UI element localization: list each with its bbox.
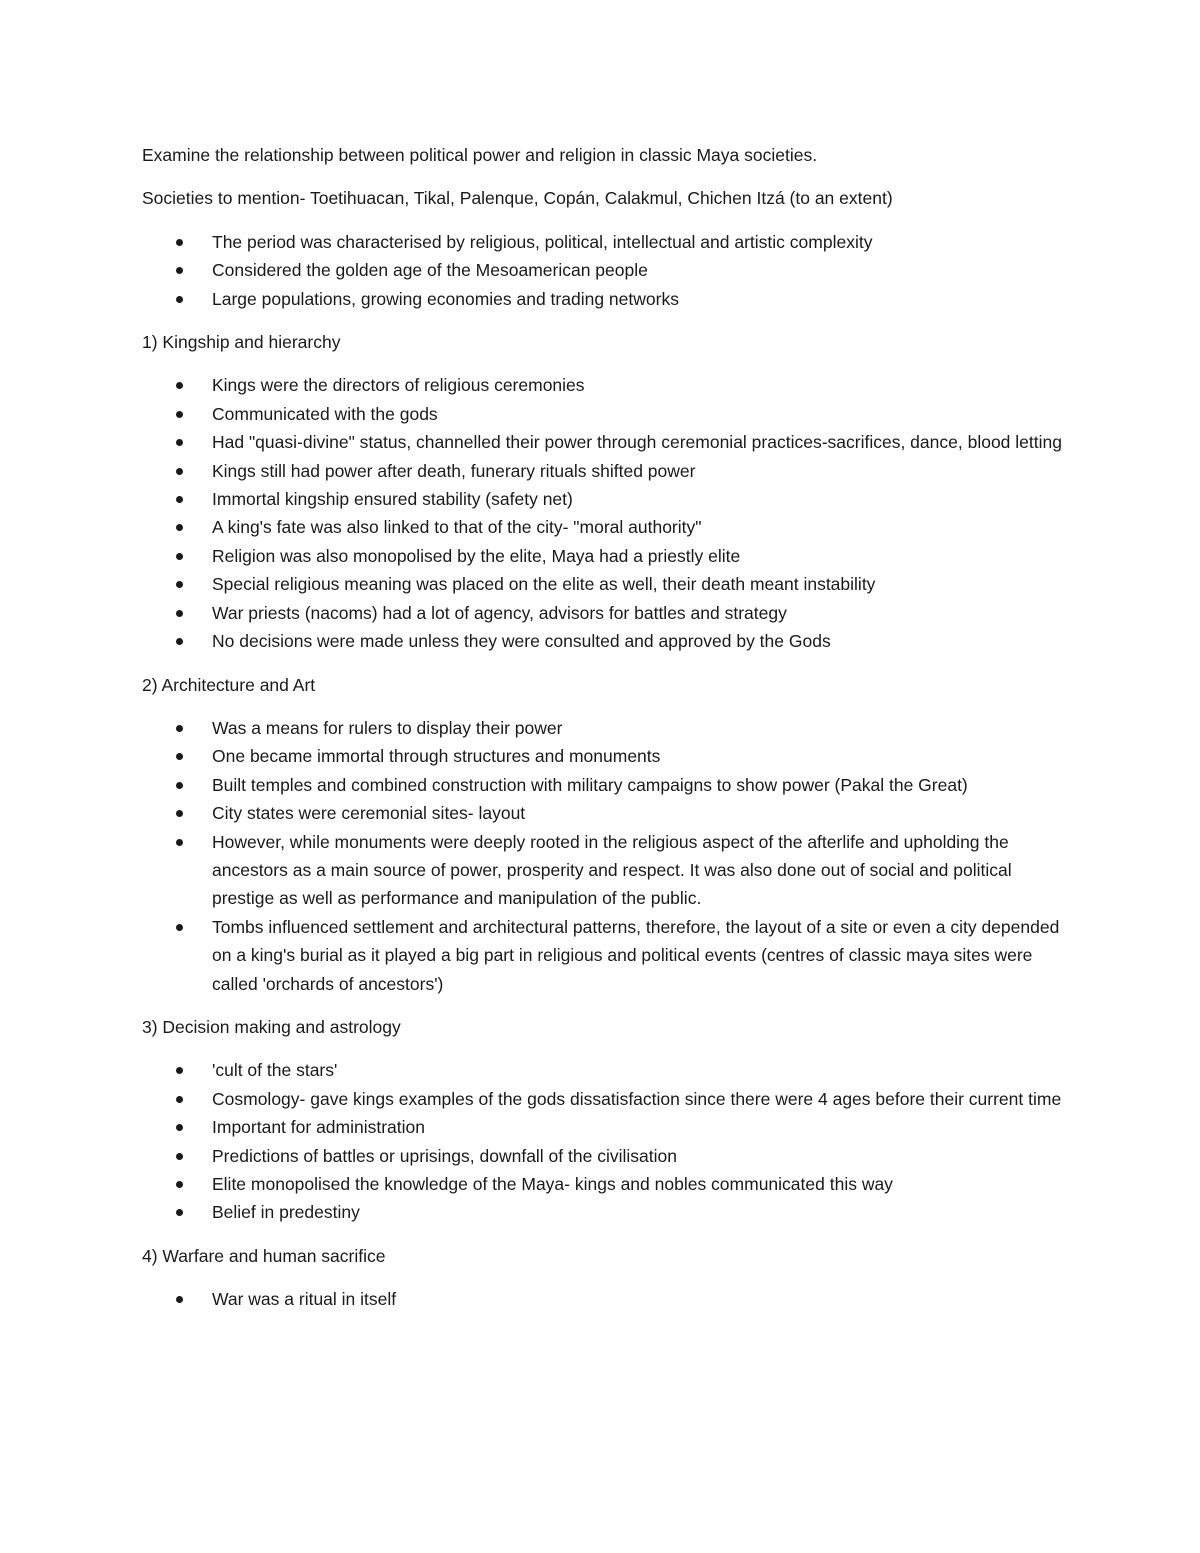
bullet-icon	[176, 296, 183, 303]
kingship-bullet-list	[142, 371, 1062, 655]
list-item: Cosmology- gave kings examples of the gods dissatisfaction since there were 4 ages before their current time	[142, 1085, 1062, 1113]
societies-line: Societies to mention- Toetihuacan, Tikal, Palenque, Copán, Calakmul, Chichen Itzá (to an extent)	[142, 188, 893, 209]
bullet-icon	[176, 638, 183, 645]
bullet-icon	[176, 1096, 183, 1103]
architecture-bullet-list	[142, 714, 1062, 998]
section-heading-kingship: 1) Kingship and hierarchy	[142, 332, 341, 353]
bullet-icon	[176, 924, 183, 931]
bullet-icon	[176, 239, 183, 246]
bullet-icon	[176, 267, 183, 274]
bullet-icon	[176, 839, 183, 846]
list-item: Communicated with the gods	[142, 400, 1062, 428]
bullet-icon	[176, 581, 183, 588]
bullet-icon	[176, 1209, 183, 1216]
bullet-icon	[176, 524, 183, 531]
list-item: Immortal kingship ensured stability (safety net)	[142, 485, 1062, 513]
section-heading-architecture: 2) Architecture and Art	[142, 674, 316, 695]
bullet-icon	[176, 1067, 183, 1074]
list-item: Important for administration	[142, 1113, 1062, 1141]
list-item: Religion was also monopolised by the elite, Maya had a priestly elite	[142, 542, 1062, 570]
list-item: One became immortal through structures and monuments	[142, 742, 1062, 770]
bullet-icon	[176, 782, 183, 789]
section-heading-warfare: 4) Warfare and human sacrifice	[142, 1245, 386, 1266]
list-item: Predictions of battles or uprisings, downfall of the civilisation	[142, 1142, 1062, 1170]
list-item: Built temples and combined construction with military campaigns to show power (Pakal the Great)	[142, 771, 1062, 799]
list-item: Belief in predestiny	[142, 1198, 1062, 1226]
list-item: However, while monuments were deeply rooted in the religious aspect of the afterlife and upholding the ancestors as a main source of power, prosperity and respect. It was also done out of social and political prestige as well as performance and manipulation of the public.	[142, 828, 1062, 913]
bullet-icon	[176, 810, 183, 817]
list-item: Elite monopolised the knowledge of the Maya- kings and nobles communicated this way	[142, 1170, 1062, 1198]
document-title: Examine the relationship between political power and religion in classic Maya societies.	[142, 145, 818, 165]
document-page	[142, 141, 1062, 1329]
list-item: City states were ceremonial sites- layout	[142, 799, 1062, 827]
list-item: Kings still had power after death, funerary rituals shifted power	[142, 457, 1062, 485]
list-item: Large populations, growing economies and trading networks	[142, 285, 1062, 313]
list-item: War was a ritual in itself	[142, 1285, 1062, 1313]
bullet-icon	[176, 1124, 183, 1131]
list-item: Tombs influenced settlement and architectural patterns, therefore, the layout of a site or even a city depended on a king's burial as it played a big part in religious and political events (centres of classic maya sites were called 'orchards of ancestors')	[142, 913, 1062, 998]
bullet-icon	[176, 411, 183, 418]
bullet-icon	[176, 1296, 183, 1303]
section-heading-decision-making: 3) Decision making and astrology	[142, 1016, 401, 1037]
decision-bullet-list	[142, 1056, 1062, 1226]
bullet-icon	[176, 553, 183, 560]
bullet-icon	[176, 496, 183, 503]
warfare-bullet-list	[142, 1285, 1062, 1313]
list-item: Was a means for rulers to display their power	[142, 714, 1062, 742]
bullet-icon	[176, 468, 183, 475]
list-item: Had "quasi-divine" status, channelled their power through ceremonial practices-sacrifices, dance, blood letting	[142, 428, 1062, 456]
list-item: The period was characterised by religious, political, intellectual and artistic complexity	[142, 228, 1062, 256]
list-item: 'cult of the stars'	[142, 1056, 1062, 1084]
bullet-icon	[176, 439, 183, 446]
intro-bullet-list	[142, 228, 1062, 313]
bullet-icon	[176, 1153, 183, 1160]
list-item: War priests (nacoms) had a lot of agency, advisors for battles and strategy	[142, 599, 1062, 627]
list-item: No decisions were made unless they were consulted and approved by the Gods	[142, 627, 1062, 655]
list-item: Considered the golden age of the Mesoamerican people	[142, 256, 1062, 284]
bullet-icon	[176, 382, 183, 389]
bullet-icon	[176, 725, 183, 732]
bullet-icon	[176, 1181, 183, 1188]
list-item: Special religious meaning was placed on the elite as well, their death meant instability	[142, 570, 1062, 598]
bullet-icon	[176, 753, 183, 760]
bullet-icon	[176, 610, 183, 617]
list-item: Kings were the directors of religious ceremonies	[142, 371, 1062, 399]
list-item: A king's fate was also linked to that of the city- "moral authority"	[142, 513, 1062, 541]
